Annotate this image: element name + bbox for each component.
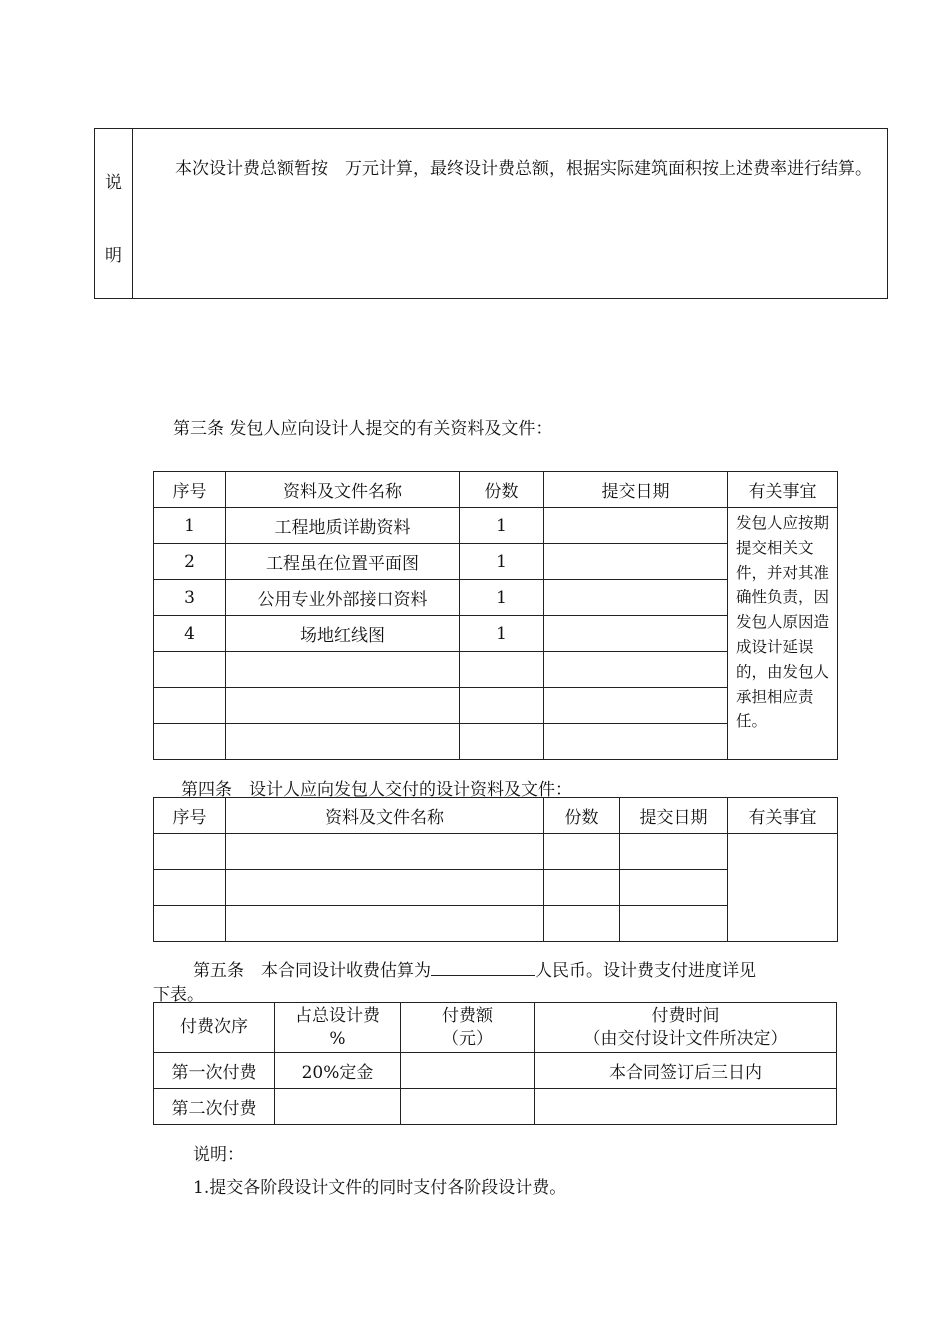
cell-date [544, 652, 728, 688]
cell-no: 1 [154, 508, 226, 544]
table-row [154, 834, 838, 870]
cell-name [226, 870, 544, 906]
cell-no [154, 652, 226, 688]
note-side-label [95, 129, 133, 298]
header-no: 序号 [154, 472, 226, 508]
cell-order: 第二次付费 [154, 1089, 275, 1125]
cell-percent [275, 1089, 401, 1125]
cell-date [544, 508, 728, 544]
header-percent-line1: 占总设计费 [295, 1005, 380, 1026]
header-copies: 份数 [544, 798, 620, 834]
cell-name [226, 834, 544, 870]
remarks-item: 1.提交各阶段设计文件的同时支付各阶段设计费。 [193, 1178, 567, 1198]
cell-percent: 20%定金 [275, 1053, 401, 1089]
cell-date [620, 834, 728, 870]
table-row [154, 1089, 837, 1125]
cell-copies [460, 724, 544, 760]
article5-heading-line2: 下表。 [153, 985, 204, 1005]
remarks-title: 说明： [193, 1145, 244, 1165]
cell-no [154, 724, 226, 760]
table-row [154, 508, 838, 544]
header-time-line2: （由交付设计文件所决定） [583, 1028, 788, 1049]
article4-note [728, 834, 838, 942]
cell-no [154, 906, 226, 942]
table-header-row [154, 1003, 837, 1053]
cell-copies: 1 [460, 580, 544, 616]
cell-copies: 1 [460, 544, 544, 580]
cell-amount [401, 1089, 535, 1125]
cell-name: 工程虽在位置平面图 [226, 544, 460, 580]
header-no: 序号 [154, 798, 226, 834]
note-side-label-bottom: 明 [105, 246, 122, 266]
article3-heading: 第三条 发包人应向设计人提交的有关资料及文件： [173, 419, 553, 439]
article3-table [153, 471, 838, 760]
article5-heading-before: 第五条 本合同设计收费估算为 [193, 961, 431, 981]
table-header-row [154, 798, 838, 834]
cell-date [544, 724, 728, 760]
cell-copies [544, 870, 620, 906]
cell-amount [401, 1053, 535, 1089]
cell-copies [460, 688, 544, 724]
cell-copies: 1 [460, 508, 544, 544]
header-date: 提交日期 [544, 472, 728, 508]
article5-heading [193, 956, 756, 981]
header-amount-line2: （元） [442, 1028, 493, 1049]
cell-date [544, 688, 728, 724]
header-percent [275, 1003, 401, 1053]
cell-no: 4 [154, 616, 226, 652]
table-row [154, 1053, 837, 1089]
header-amount-line1: 付费额 [442, 1005, 493, 1026]
header-copies: 份数 [460, 472, 544, 508]
cell-date [620, 870, 728, 906]
cell-copies [544, 906, 620, 942]
cell-order: 第一次付费 [154, 1053, 275, 1089]
cell-name [226, 724, 460, 760]
cell-time [535, 1089, 837, 1125]
cell-copies [460, 652, 544, 688]
cell-date [620, 906, 728, 942]
header-time [535, 1003, 837, 1053]
article5-heading-after: 人民币。设计费支付进度详见 [535, 961, 756, 981]
cell-date [544, 616, 728, 652]
cell-no: 2 [154, 544, 226, 580]
cell-name [226, 906, 544, 942]
table-header-row [154, 472, 838, 508]
cell-date [544, 544, 728, 580]
fee-blank-line [431, 958, 535, 976]
cell-time: 本合同签订后三日内 [535, 1053, 837, 1089]
cell-no [154, 688, 226, 724]
header-note: 有关事宜 [728, 798, 838, 834]
cell-name [226, 688, 460, 724]
header-date: 提交日期 [620, 798, 728, 834]
cell-name [226, 652, 460, 688]
cell-name: 工程地质详勘资料 [226, 508, 460, 544]
article4-heading: 第四条 设计人应向发包人交付的设计资料及文件： [181, 780, 572, 800]
header-percent-line2: % [329, 1028, 346, 1049]
article4-table [153, 797, 838, 942]
header-amount [401, 1003, 535, 1053]
header-name: 资料及文件名称 [226, 798, 544, 834]
cell-copies [544, 834, 620, 870]
note-side-label-top: 说 [105, 173, 122, 193]
header-time-line1: 付费时间 [651, 1005, 720, 1026]
cell-no: 3 [154, 580, 226, 616]
cell-name: 场地红线图 [226, 616, 460, 652]
header-order: 付费次序 [154, 1003, 275, 1053]
article3-note: 发包人应按期提交相关文件，并对其准确性负责，因发包人原因造成设计延误的，由发包人承担相应责任。 [728, 508, 838, 760]
cell-no [154, 870, 226, 906]
header-name: 资料及文件名称 [226, 472, 460, 508]
cell-copies: 1 [460, 616, 544, 652]
note-text: 本次设计费总额暂按 万元计算，最终设计费总额，根据实际建筑面积按上述费率进行结算。 [175, 159, 872, 179]
cell-date [544, 580, 728, 616]
header-note: 有关事宜 [728, 472, 838, 508]
note-box [94, 128, 888, 299]
cell-no [154, 834, 226, 870]
cell-name: 公用专业外部接口资料 [226, 580, 460, 616]
payment-table [153, 1002, 837, 1125]
